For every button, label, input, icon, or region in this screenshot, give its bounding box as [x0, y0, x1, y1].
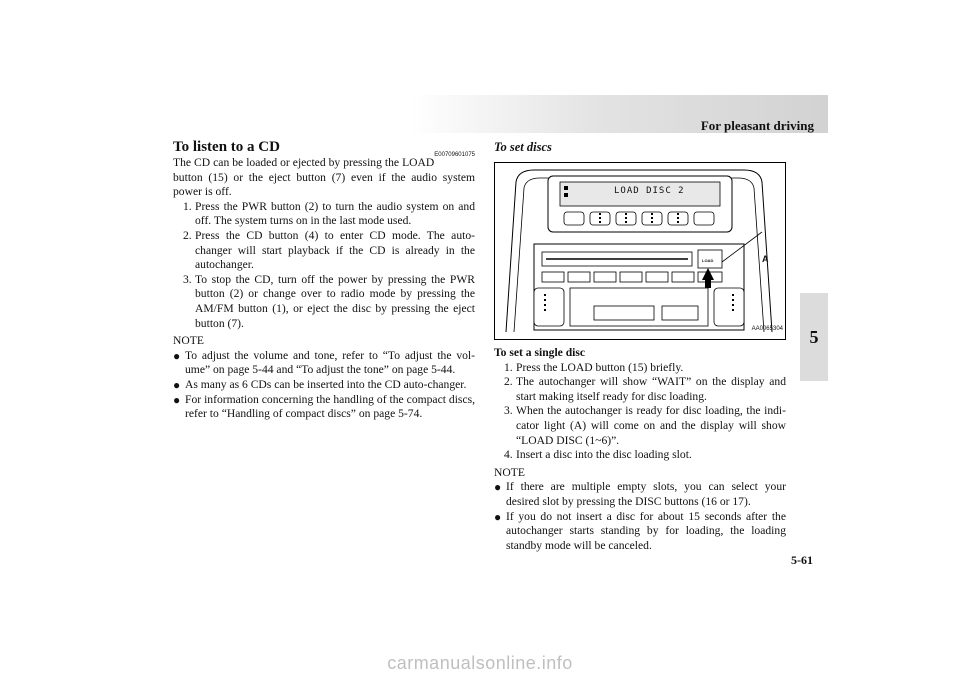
- list-item: 3. To stop the CD, turn off the power by pressing the PWR button (2) or change over to radio mode by pressing the AM/FM button (1), or eject the disc by pressing the eject button (7).: [183, 272, 475, 330]
- note-list: [494, 480, 786, 553]
- section-heading-text: To listen to a CD: [173, 139, 280, 155]
- watermark: carmanualsonline.info: [387, 653, 573, 673]
- note-item: ● As many as 6 CDs can be inserted into the CD auto-changer.: [173, 378, 475, 393]
- list-item: 1. Press the LOAD button (15) briefly.: [504, 360, 684, 374]
- list-item: 1. Press the PWR button (2) to turn the audio system on and off. The system turns on in the last mode used.: [183, 199, 475, 228]
- note-list: [173, 349, 475, 422]
- note-label: NOTE: [494, 465, 525, 479]
- page-number: 5-61: [791, 553, 813, 567]
- list-item: 3. When the autochanger is ready for disc loading, the indi-cator light (A) will come on and the display will show “LOAD DISC (1~6)”.: [504, 404, 786, 447]
- note-label: NOTE: [173, 334, 204, 348]
- listen-steps: [173, 200, 475, 331]
- single-disc-heading: To set a single disc: [494, 346, 586, 359]
- note-item: ● To adjust the volume and tone, refer to “To adjust the vol-ume” on page 5-44 and “To adjust the tone” on page 5-44.: [173, 349, 475, 378]
- subsection-heading: To set discs: [494, 140, 552, 154]
- note-item: ● For information concerning the handling of the compact discs, refer to “Handling of compact discs” on page 5-74.: [173, 393, 475, 422]
- section-heading: [173, 138, 475, 156]
- running-header: For pleasant driving: [700, 118, 814, 133]
- right-column: [494, 138, 786, 553]
- intro-paragraph: The CD can be loaded or ejected by pressing the LOAD button (15) or the eject button (7) even if the audio system power is off.: [173, 156, 475, 199]
- section-code: E00709601075: [434, 152, 475, 158]
- load-button-label: LOAD: [702, 258, 714, 263]
- chapter-tab: 5: [800, 293, 828, 381]
- illustration-code: AA0065304: [751, 326, 783, 333]
- list-item: 4. Insert a disc into the disc loading slot.: [504, 448, 692, 462]
- note-item: ● If you do not insert a disc for about 15 seconds after the autochanger starts standing by for loading, the loading standby mode will be canceled.: [494, 510, 786, 554]
- set-disc-steps: [494, 361, 786, 463]
- list-item: 2. Press the CD button (4) to enter CD mode. The auto-changer will start playback if the CD is already in the autochanger.: [183, 228, 475, 272]
- list-item: 2. The autochanger will show “WAIT” on the display and start making itself ready for disc loading.: [504, 375, 786, 403]
- indicator-label-a: A: [762, 254, 769, 264]
- note-item: ● If there are multiple empty slots, you can select your desired slot by pressing the DISC buttons (16 or 17).: [494, 480, 786, 509]
- display-readout: LOAD DISC 2: [614, 186, 685, 196]
- left-column: [173, 138, 475, 422]
- cd-changer-illustration: [494, 162, 786, 340]
